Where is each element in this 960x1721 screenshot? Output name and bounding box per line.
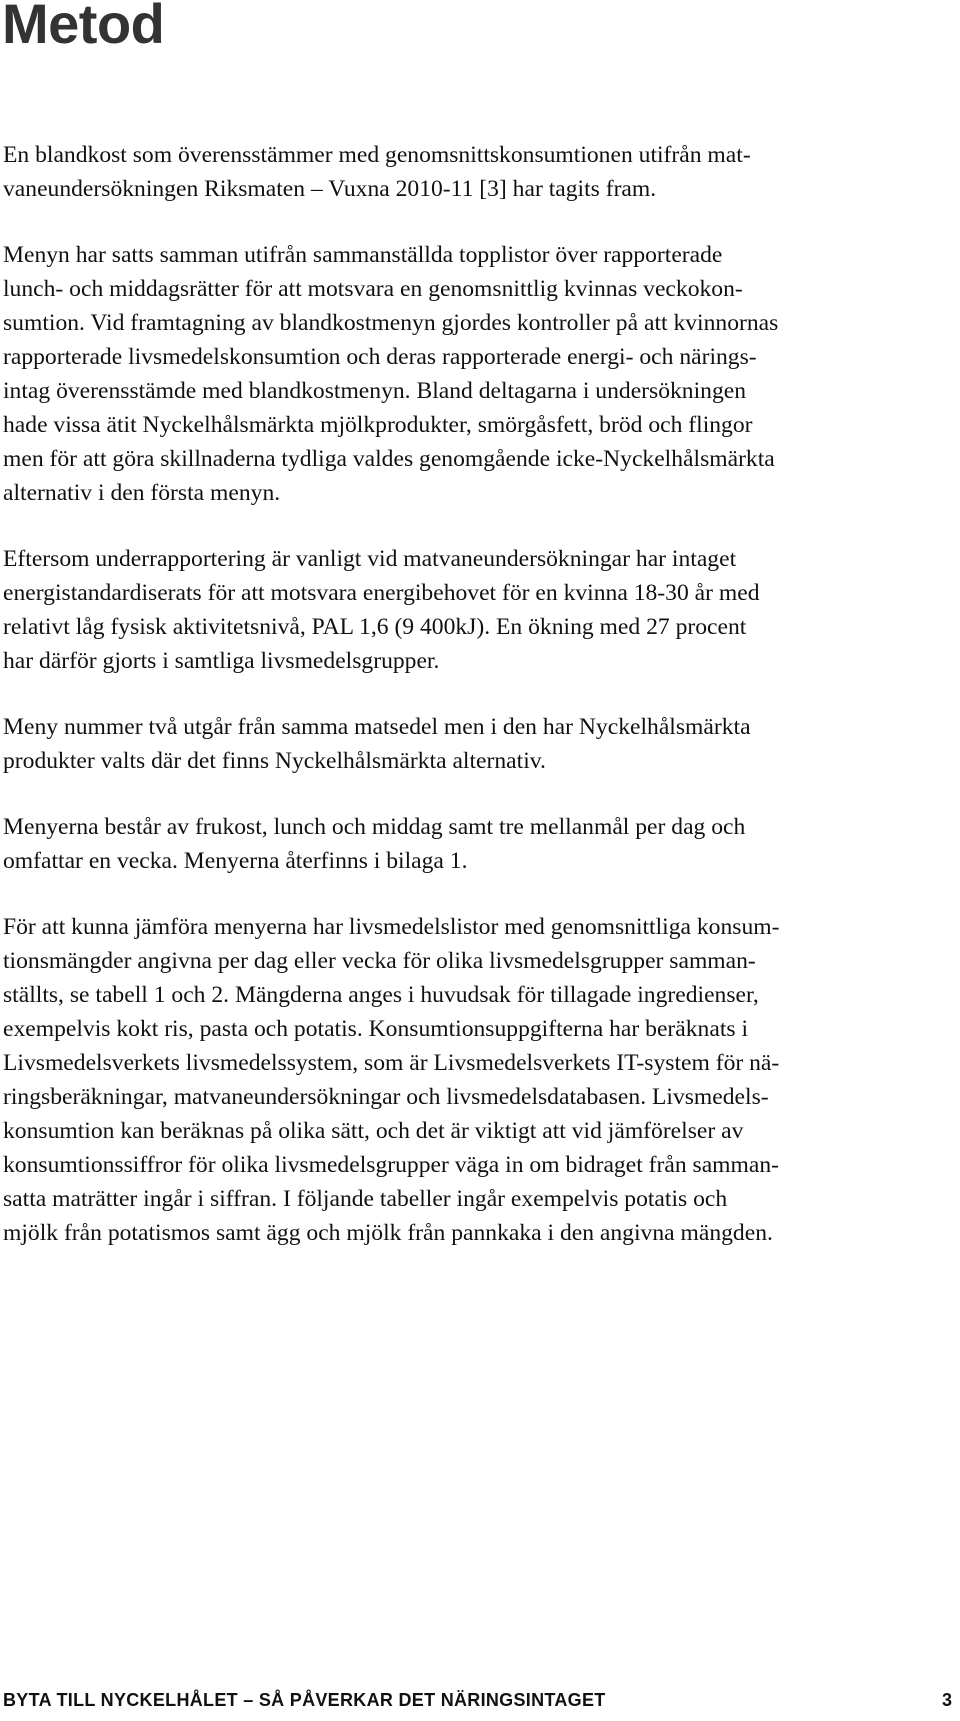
text-line: ställts, se tabell 1 och 2. Mängderna anges i huvudsak för tillagade ingredienser,	[3, 982, 759, 1008]
text-line: ringsberäkningar, matvaneundersökningar och livsmedelsdatabasen. Livsmedels-	[3, 1084, 769, 1110]
text-line: Meny nummer två utgår från samma matsedel men i den har Nyckelhålsmärkta	[3, 714, 751, 740]
text-line: Livsmedelsverkets livsmedelssystem, som är Livsmedelsverkets IT-system för nä-	[3, 1050, 780, 1076]
text-line: relativt låg fysisk aktivitetsnivå, PAL 1,6 (9 400kJ). En ökning med 27 procent	[3, 614, 747, 640]
text-line: konsumtion kan beräknas på olika sätt, och det är viktigt att vid jämförelser av	[3, 1118, 744, 1144]
text-line: En blandkost som överensstämmer med genomsnittskonsumtionen utifrån mat-	[3, 142, 751, 168]
text-line: För att kunna jämföra menyerna har livsmedelslistor med genomsnittliga konsum-	[3, 914, 780, 940]
text-line: men för att göra skillnaderna tydliga valdes genomgående icke-Nyckelhålsmärkta	[3, 446, 775, 472]
page-number: 3	[941, 1690, 952, 1710]
text-line: satta maträtter ingår i siffran. I följande tabeller ingår exempelvis potatis och	[3, 1186, 728, 1212]
text-line: tionsmängder angivna per dag eller vecka för olika livsmedelsgrupper samman-	[3, 948, 756, 974]
text-line: produkter valts där det finns Nyckelhålsmärkta alternativ.	[3, 748, 546, 774]
page-footer	[3, 1690, 952, 1716]
paragraph-menu-two	[3, 710, 953, 778]
paragraph-menu-content	[3, 810, 953, 878]
text-line: exempelvis kokt ris, pasta och potatis. Konsumtionsuppgifterna har beräknats i	[3, 1016, 749, 1042]
text-line: lunch- och middagsrätter för att motsvara en genomsnittlig kvinnas veckokon-	[3, 276, 743, 302]
paragraph-energy-standardization	[3, 542, 953, 678]
text-line: energistandardiserats för att motsvara energibehovet för en kvinna 18-30 år med	[3, 580, 760, 606]
body-text	[3, 138, 953, 1282]
text-line: sumtion. Vid framtagning av blandkostmenyn gjordes kontroller på att kvinnornas	[3, 310, 779, 336]
text-line: Menyn har satts samman utifrån sammanställda topplistor över rapporterade	[3, 242, 723, 268]
page-title: Metod	[2, 0, 165, 55]
paragraph-comparison	[3, 910, 953, 1250]
text-line: alternativ i den första menyn.	[3, 480, 281, 506]
paragraph-intro	[3, 138, 953, 206]
text-line: Menyerna består av frukost, lunch och middag samt tre mellanmål per dag och	[3, 814, 746, 840]
text-line: konsumtionssiffror för olika livsmedelsgrupper väga in om bidraget från samman-	[3, 1152, 780, 1178]
text-line: rapporterade livsmedelskonsumtion och deras rapporterade energi- och närings-	[3, 344, 757, 370]
text-line: vaneundersökningen Riksmaten – Vuxna 2010-11 [3] har tagits fram.	[3, 176, 657, 202]
footer-title: BYTA TILL NYCKELHÅLET – SÅ PÅVERKAR DET NÄRINGSINTAGET	[3, 1690, 606, 1710]
text-line: intag överensstämde med blandkostmenyn. Bland deltagarna i undersökningen	[3, 378, 747, 404]
text-line: mjölk från potatismos samt ägg och mjölk från pannkaka i den angivna mängden.	[3, 1220, 773, 1246]
paragraph-menu-composition	[3, 238, 953, 510]
text-line: omfattar en vecka. Menyerna återfinns i bilaga 1.	[3, 848, 468, 874]
text-line: Eftersom underrapportering är vanligt vid matvaneundersökningar har intaget	[3, 546, 737, 572]
text-line: har därför gjorts i samtliga livsmedelsgrupper.	[3, 648, 440, 674]
text-line: hade vissa ätit Nyckelhålsmärkta mjölkprodukter, smörgåsfett, bröd och flingor	[3, 412, 753, 438]
